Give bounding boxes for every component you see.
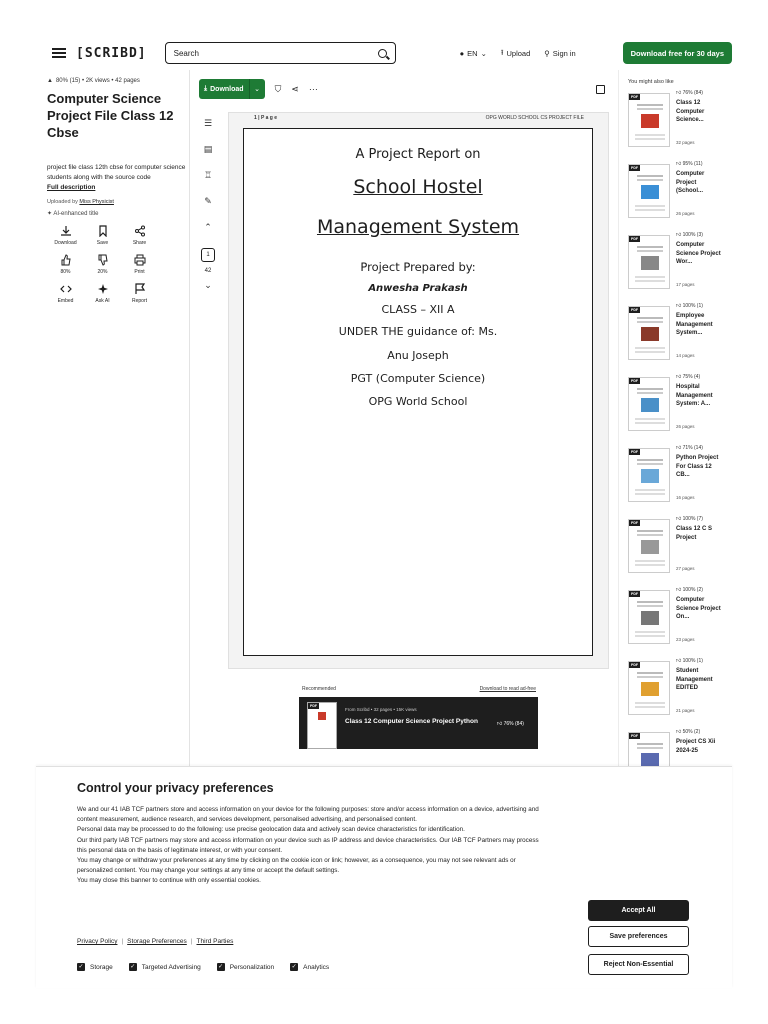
- thumbnail-line: [637, 459, 663, 461]
- document-title: Employee Management System...: [676, 313, 713, 336]
- sidebar-heading: You might also like: [628, 79, 674, 85]
- like-action[interactable]: 80%: [47, 254, 84, 275]
- thumbs-up-icon: 👍︎: [676, 232, 682, 238]
- table-of-contents-icon[interactable]: ☰: [203, 118, 213, 128]
- document-pages: 16 pages: [676, 495, 695, 500]
- document-pages: 26 pages: [676, 211, 695, 216]
- consent-checkboxes: [77, 963, 329, 971]
- thumbnail-line: [637, 601, 663, 603]
- thumbnail-line: [637, 530, 663, 532]
- thumbnail-line: [635, 564, 665, 566]
- document-page: [243, 128, 593, 656]
- highlight-icon[interactable]: ♖: [203, 170, 213, 180]
- save-preferences-button[interactable]: Save preferences: [588, 926, 689, 947]
- privacy-paragraph: You may close this banner to continue with only essential cookies.: [77, 877, 261, 885]
- uploaded-by: Uploaded by Miss Physicist: [47, 199, 114, 205]
- viewer-toolbar: [199, 79, 605, 99]
- dislike-action[interactable]: 20%: [84, 254, 121, 275]
- document-thumbnail: [628, 519, 670, 573]
- similar-document-item[interactable]: [628, 658, 723, 724]
- sparkle-icon: ✦: [47, 211, 53, 217]
- document-title: Student Management EDITED: [676, 668, 713, 691]
- thumbnail-line: [637, 250, 663, 252]
- download-ad-free-link[interactable]: Download to read ad-free: [479, 686, 536, 692]
- download-free-trial-button[interactable]: Download free for 30 days: [623, 42, 732, 64]
- hamburger-menu-icon[interactable]: [52, 48, 66, 58]
- privacy-title: Control your privacy preferences: [77, 781, 274, 795]
- document-thumbnail: [628, 377, 670, 431]
- recommended-label: Recommended: [302, 686, 336, 692]
- thumbnail-art: [318, 712, 326, 720]
- analytics-checkbox[interactable]: ✓ Analytics: [291, 963, 330, 971]
- similar-document-item[interactable]: [628, 587, 723, 653]
- similar-document-item[interactable]: [628, 161, 723, 227]
- document-rating: 👍︎ 95% (11): [676, 161, 703, 167]
- privacy-links: [77, 938, 233, 945]
- document-pages: 26 pages: [676, 424, 695, 429]
- pdf-badge: PDF: [631, 521, 638, 525]
- reject-non-essential-button[interactable]: Reject Non-Essential: [588, 954, 689, 975]
- page-line: A Project Report on: [355, 147, 481, 162]
- print-icon: [134, 254, 146, 266]
- checkmark-icon: ✓: [130, 964, 136, 970]
- page-label: 1 | P a g e: [254, 115, 277, 121]
- embed-action[interactable]: Embed: [47, 283, 84, 304]
- thumbnail-line: [637, 175, 663, 177]
- top-navigation-bar: [36, 38, 732, 68]
- thumbnail-line: [637, 104, 663, 106]
- page-line: CLASS – XII A: [381, 303, 455, 316]
- document-title: Project CS Xii 2024-25: [676, 739, 716, 754]
- chevron-down-icon: ⌄: [480, 48, 487, 58]
- document-pages: 14 pages: [676, 353, 695, 358]
- thumbnail-line: [635, 276, 665, 278]
- privacy-paragraph: We and our 41 IAB TCF partners store and access information on your device for the following purposes: store and/or access information on a device, advertising and content measurement, audience research, and services development, personalised advertising, and personalised content.: [77, 806, 539, 824]
- thumbnail-line: [637, 747, 663, 749]
- privacy-banner: [36, 766, 732, 988]
- download-icon: ⤓: [204, 85, 208, 92]
- document-title: Computer Science Project Wor...: [676, 242, 721, 265]
- thumbnail-line: [635, 347, 665, 349]
- chevron-down-icon[interactable]: ⌄: [204, 280, 212, 290]
- thumbs-up-icon: 👍︎: [676, 516, 682, 522]
- thumbnail-line: [635, 280, 665, 282]
- thumbnail-line: [635, 493, 665, 495]
- pdf-badge: PDF: [631, 592, 638, 596]
- recommended-meta: From Scribd • 32 pages • 15K views: [345, 707, 417, 712]
- page-line: School Hostel: [353, 176, 483, 198]
- download-button[interactable]: ⤓ Download: [199, 79, 249, 99]
- document-rating: 👍︎ 100% (1): [676, 303, 703, 309]
- thumbnail-line: [635, 205, 665, 207]
- document-title: Python Project For Class 12 CB...: [676, 455, 719, 478]
- pdf-badge: PDF: [310, 704, 317, 708]
- scribd-logo[interactable]: [SCRIBD]: [76, 45, 147, 61]
- thumbnail-line: [637, 321, 663, 323]
- page-line: Project Prepared by:: [360, 260, 476, 274]
- sidebar-divider: [618, 70, 619, 770]
- document-actions: [47, 225, 187, 304]
- page-header-right: OPG WORLD SCHOOL CS PROJECT FILE: [485, 115, 584, 121]
- privacy-body: [77, 805, 539, 887]
- document-title: Class 12 C S Project: [676, 526, 713, 541]
- similar-document-item[interactable]: [628, 374, 723, 440]
- fullscreen-icon[interactable]: [596, 85, 605, 94]
- thumbnail-art: [641, 327, 659, 341]
- third-parties-link[interactable]: Third Parties: [196, 938, 234, 945]
- document-rating: 👍︎ 100% (3): [676, 232, 703, 238]
- storage-preferences-link[interactable]: Storage Preferences: [127, 938, 187, 945]
- document-thumbnail: [628, 448, 670, 502]
- save-action[interactable]: Save: [84, 225, 121, 246]
- thumbnail-line: [635, 422, 665, 424]
- document-pages: 27 pages: [676, 566, 695, 571]
- language-selector[interactable]: ● EN ⌄: [459, 48, 487, 58]
- thumbnail-line: [637, 463, 663, 465]
- similar-document-item[interactable]: [628, 445, 723, 511]
- report-action[interactable]: Report: [121, 283, 158, 304]
- similar-document-item[interactable]: [628, 90, 723, 156]
- user-icon: ⚲: [544, 48, 550, 58]
- document-thumbnail: [628, 661, 670, 715]
- pdf-badge: PDF: [631, 237, 638, 241]
- thumbnail-art: [641, 540, 659, 554]
- storage-checkbox[interactable]: ✓ Storage: [78, 963, 113, 971]
- ask-ai-action[interactable]: Ask AI: [84, 283, 121, 304]
- document-info-panel: [47, 78, 187, 304]
- recommended-thumbnail: [307, 702, 337, 749]
- targeted-advertising-checkbox[interactable]: ✓ Targeted Advertising: [130, 963, 201, 971]
- pen-icon[interactable]: ✎: [204, 196, 212, 206]
- share-icon[interactable]: ⋖: [291, 83, 299, 94]
- document-title: Hospital Management System: A...: [676, 384, 713, 407]
- page-line: UNDER THE guidance of: Ms.: [338, 325, 498, 338]
- thumbs-up-icon: 👍︎: [676, 374, 682, 380]
- page-line: OPG World School: [368, 395, 468, 408]
- thumbnail-line: [637, 108, 663, 110]
- document-title: Computer Science Project File Class 12 Cbse: [47, 91, 174, 140]
- page-line: Anu Joseph: [387, 349, 449, 362]
- thumbnail-line: [637, 743, 663, 745]
- document-pages: 21 pages: [676, 708, 695, 713]
- viewer-side-tools: [199, 118, 217, 306]
- thumbs-up-icon: 👍︎: [676, 658, 682, 664]
- similar-document-item[interactable]: [628, 516, 723, 582]
- document-thumbnail: [628, 235, 670, 289]
- recommended-card[interactable]: [299, 697, 538, 749]
- document-thumbnail: [628, 590, 670, 644]
- page-thumbnails-icon[interactable]: ▤: [203, 144, 213, 154]
- document-title: Computer Project (School...: [676, 171, 705, 194]
- share-action[interactable]: Share: [121, 225, 158, 246]
- thumbnail-art: [641, 611, 659, 625]
- pdf-badge: PDF: [631, 663, 638, 667]
- document-pages: 23 pages: [676, 637, 695, 642]
- document-rating: 👍︎ 76% (84): [676, 90, 703, 96]
- thumbnail-line: [635, 635, 665, 637]
- thumbnail-line: [637, 534, 663, 536]
- document-rating: 👍︎ 100% (7): [676, 516, 703, 522]
- page-total: 42: [204, 268, 212, 274]
- search-icon[interactable]: [378, 49, 387, 58]
- checkmark-icon: ✓: [218, 964, 224, 970]
- document-pages: 32 pages: [676, 140, 695, 145]
- thumbnail-art: [641, 469, 659, 483]
- page-header: [254, 115, 584, 121]
- thumbnail-art: [641, 682, 659, 696]
- document-title: Computer Science Project On...: [676, 597, 721, 620]
- personalization-checkbox[interactable]: ✓ Personalization: [218, 963, 275, 971]
- thumbnail-art: [641, 753, 659, 767]
- thumbnail-line: [635, 560, 665, 562]
- thumbs-up-icon: 👍︎: [497, 721, 503, 727]
- similar-document-item[interactable]: [628, 232, 723, 298]
- document-thumbnail: [628, 164, 670, 218]
- page-line: PGT (Computer Science): [350, 372, 486, 385]
- thumbnail-line: [637, 605, 663, 607]
- thumbs-down-icon: [97, 254, 109, 266]
- thumbnail-line: [637, 317, 663, 319]
- bookmark-icon[interactable]: ⛉: [274, 83, 282, 94]
- panel-divider: [189, 70, 190, 770]
- similar-document-item[interactable]: [628, 303, 723, 369]
- search-input[interactable]: [165, 42, 396, 64]
- thumbnail-line: [635, 631, 665, 633]
- search-placeholder: Search: [173, 48, 199, 58]
- thumbs-up-icon: 👍︎: [676, 729, 682, 735]
- checkmark-icon: ✓: [78, 964, 84, 970]
- accept-all-button[interactable]: Accept All: [588, 900, 689, 921]
- pdf-badge: PDF: [631, 734, 638, 738]
- recommended-row: [302, 686, 536, 692]
- thumbnail-line: [637, 179, 663, 181]
- thumbs-up-icon: ▲: [47, 78, 53, 84]
- thumbnail-line: [635, 702, 665, 704]
- thumbnail-art: [641, 256, 659, 270]
- document-rating: 👍︎ 75% (4): [676, 374, 701, 380]
- upload-link[interactable]: ⭱ Upload: [500, 47, 531, 58]
- thumbs-up-icon: 👍︎: [676, 587, 682, 593]
- thumbnail-art: [641, 185, 659, 199]
- share-icon: [134, 225, 146, 237]
- thumbnail-line: [637, 388, 663, 390]
- document-thumbnail: [628, 306, 670, 360]
- privacy-paragraph: Personal data may be processed to do the following: use precise geolocation data and actively scan device characteristics for identification.: [77, 826, 465, 834]
- document-title: Class 12 Computer Science...: [676, 100, 705, 123]
- page-line: Management System: [316, 216, 520, 238]
- download-split-button: [199, 79, 265, 99]
- thumbnail-line: [637, 676, 663, 678]
- thumbnail-line: [635, 134, 665, 136]
- separator: |: [190, 938, 193, 945]
- pdf-badge: PDF: [631, 379, 638, 383]
- thumbnail-line: [637, 246, 663, 248]
- document-rating: 👍︎ 100% (1): [676, 658, 703, 664]
- page-line: Anwesha Prakash: [368, 283, 468, 294]
- globe-icon: ●: [459, 48, 465, 58]
- privacy-policy-link[interactable]: Privacy Policy: [77, 938, 118, 945]
- download-options-chevron-icon[interactable]: ⌄: [249, 79, 265, 99]
- recommended-title: Class 12 Computer Science Project Python: [345, 718, 478, 725]
- chevron-up-icon[interactable]: ⌃: [204, 222, 212, 232]
- pdf-badge: PDF: [631, 450, 638, 454]
- pdf-badge: PDF: [631, 166, 638, 170]
- thumbs-up-icon: [60, 254, 72, 266]
- download-action[interactable]: Download: [47, 225, 84, 246]
- checkmark-icon: ✓: [291, 964, 297, 970]
- download-icon: [60, 225, 72, 237]
- page-number-input[interactable]: 1: [201, 248, 215, 262]
- uploader-link[interactable]: Miss Physicist: [79, 199, 114, 205]
- separator: |: [121, 938, 124, 945]
- thumbnail-line: [637, 672, 663, 674]
- flag-icon: [134, 283, 146, 295]
- pdf-badge: PDF: [631, 95, 638, 99]
- thumbs-up-icon: 👍︎: [676, 90, 682, 96]
- thumbnail-line: [637, 392, 663, 394]
- thumbnail-line: [635, 489, 665, 491]
- upload-icon: ⭱: [500, 47, 504, 57]
- thumbnail-line: [635, 706, 665, 708]
- full-description-link[interactable]: Full description: [47, 184, 96, 191]
- print-action[interactable]: Print: [121, 254, 158, 275]
- recommended-rating: 👍︎ 76% (84): [497, 721, 524, 727]
- embed-icon: [60, 283, 72, 295]
- thumbs-up-icon: 👍︎: [676, 303, 682, 309]
- thumbs-up-icon: 👍︎: [676, 445, 682, 451]
- thumbnail-line: [635, 418, 665, 420]
- more-options-icon[interactable]: ···: [308, 84, 318, 94]
- document-description: project file class 12th cbse for computer science students along with the source code: [47, 164, 186, 181]
- ai-enhanced-title: ✦ AI-enhanced title: [47, 211, 99, 217]
- thumbnail-art: [641, 114, 659, 128]
- thumbnail-line: [635, 209, 665, 211]
- thumbnail-art: [641, 398, 659, 412]
- document-thumbnail: [628, 93, 670, 147]
- document-rating: 👍︎ 100% (2): [676, 587, 703, 593]
- pdf-badge: PDF: [631, 308, 638, 312]
- document-pages: 17 pages: [676, 282, 695, 287]
- sign-in-link[interactable]: ⚲ Sign in: [544, 48, 576, 58]
- document-rating: 👍︎ 71% (14): [676, 445, 703, 451]
- sparkle-icon: [97, 283, 109, 295]
- thumbs-up-icon: 👍︎: [676, 161, 682, 167]
- privacy-paragraph: You may change or withdraw your preferences at any time by clicking on the cookie icon or link; however, as a consequence, you may not see relevant ads or personalized content. You may change your settings at any time or accept the default settings.: [77, 857, 516, 875]
- privacy-paragraph: Our third party IAB TCF partners may store and access information on your device such as IP address and device characteristics. Our IAB TCF Partners may process this personal data on the basis of legitimate interest, or with your consent.: [77, 836, 539, 854]
- document-rating: 👍︎ 50% (2): [676, 729, 701, 735]
- bookmark-icon: [97, 225, 109, 237]
- thumbnail-line: [635, 351, 665, 353]
- document-stats: ▲ 80% (15) • 2K views • 42 pages: [47, 78, 140, 84]
- thumbnail-line: [635, 138, 665, 140]
